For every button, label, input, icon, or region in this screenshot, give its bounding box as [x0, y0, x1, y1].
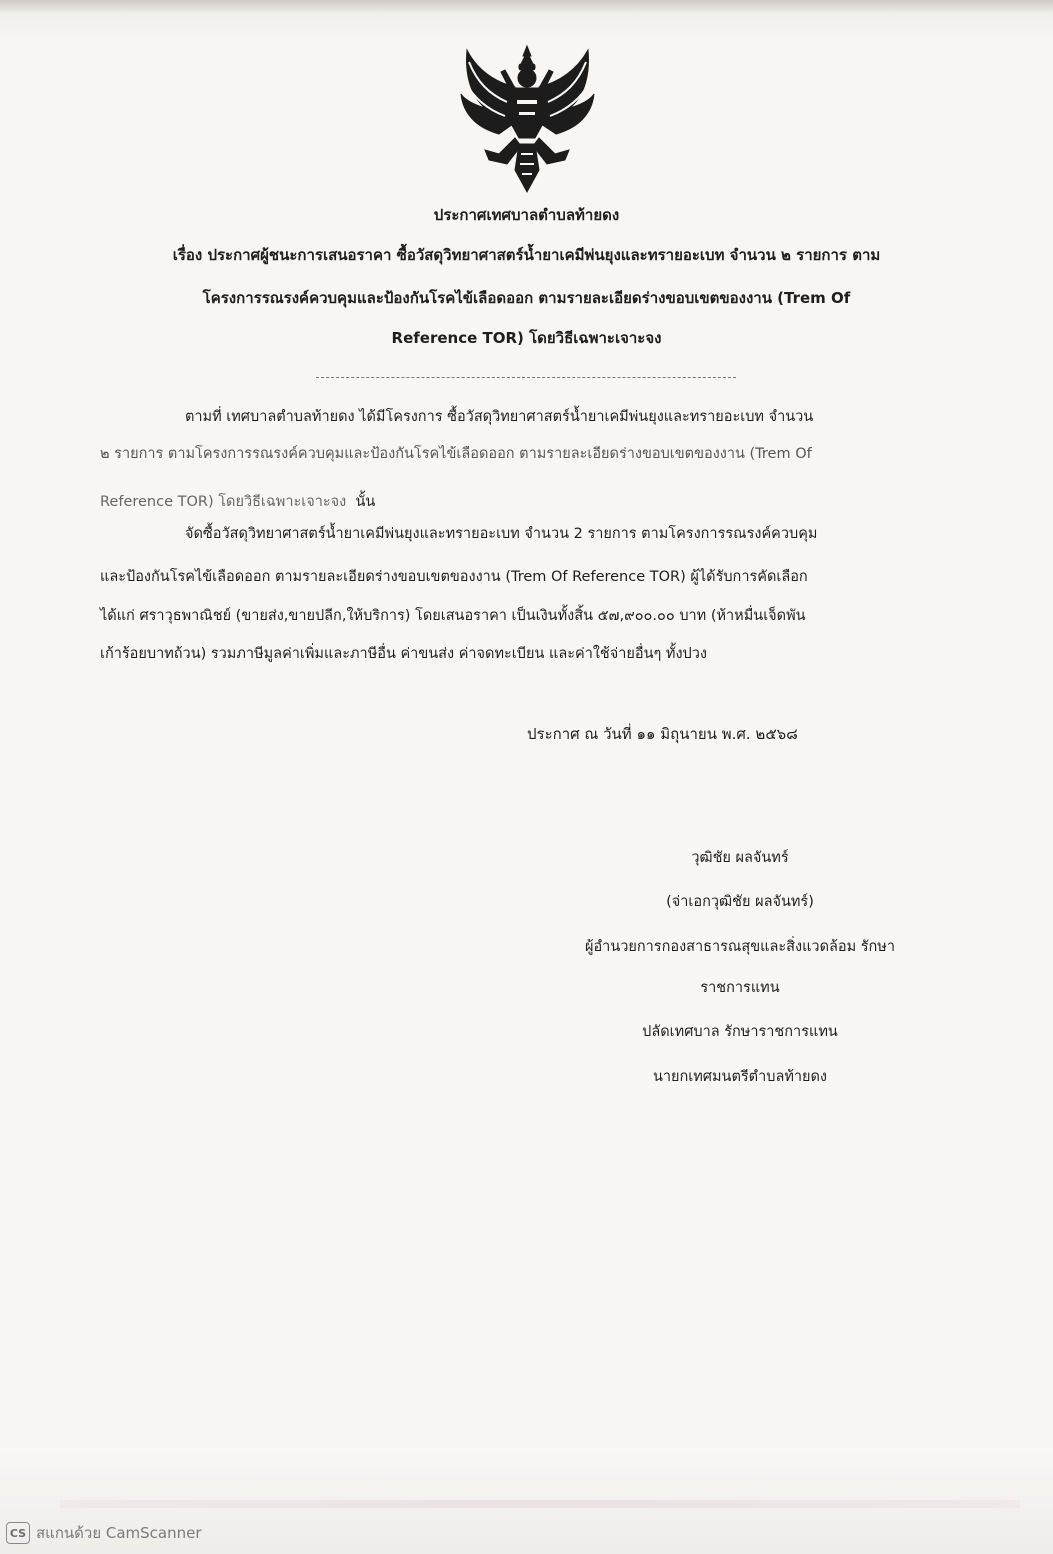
announcement-title: ประกาศเทศบาลตำบลท้ายดง: [433, 206, 620, 224]
paragraph1-line-3: [100, 490, 375, 513]
camscanner-icon: CS: [6, 1522, 30, 1544]
subject-line-3: Reference TOR) โดยวิธีเฉพาะเจาะจง: [391, 329, 662, 347]
scanner-watermark: [6, 1522, 202, 1544]
signatory-position-1: ผู้อำนวยการกองสาธารณสุขและสิ่งแวดล้อม รักษา: [584, 939, 896, 955]
signatory-position-2: ราชการแทน: [700, 980, 780, 996]
scanner-watermark-text: สแกนด้วย CamScanner: [36, 1524, 202, 1542]
paragraph2-line-4: เก้าร้อยบาทถ้วน) รวมภาษีมูลค่าเพิ่มและภาษีอื่น ค่าขนส่ง ค่าจดทะเบียน และค่าใช้จ่ายอื่นๆ ทั้งปวง: [100, 646, 707, 662]
dashed-divider: [316, 377, 736, 378]
signatory-position-3: ปลัดเทศบาล รักษาราชการแทน: [642, 1024, 838, 1040]
scan-edge-shadow: [0, 0, 1053, 14]
subject-line-2: โครงการรณรงค์ควบคุมและป้องกันโรคไข้เลือดออก ตามรายละเอียดร่างขอบเขตของงาน (Trem Of: [202, 289, 851, 307]
garuda-emblem-icon: [455, 42, 600, 197]
paragraph2-line-1: จัดซื้อวัสดุวิทยาศาสตร์น้ำยาเคมีพ่นยุงและทรายอะเบท จำนวน 2 รายการ ตามโครงการรณรงค์ควบคุม: [185, 526, 818, 542]
scan-bleed-strip: [60, 1500, 1020, 1508]
paragraph1-line-3-ending: นั้น: [355, 494, 376, 510]
subject-line-1: เรื่อง ประกาศผู้ชนะการเสนอราคา ซื้อวัสดุวิทยาศาสตร์น้ำยาเคมีพ่นยุงและทรายอะเบท จำนวน ๒ รายการ ตาม: [172, 246, 881, 264]
paragraph2-line-3: ได้แก่ ศราวุธพาณิชย์ (ขายส่ง,ขายปลีก,ให้บริการ) โดยเสนอราคา เป็นเงินทั้งสิ้น ๕๗,๙๐๐.๐๐ บาท (ห้าหมื่นเจ็ดพัน: [100, 608, 806, 624]
signatory-position-4: นายกเทศมนตรีตำบลท้ายดง: [652, 1069, 828, 1085]
paragraph2-line-2: และป้องกันโรคไข้เลือดออก ตามรายละเอียดร่างขอบเขตของงาน (Trem Of Reference TOR) ผู้ได้รับการคัดเลือก: [100, 569, 808, 585]
announcement-date: ประกาศ ณ วันที่ ๑๑ มิถุนายน พ.ศ. ๒๕๖๘: [527, 725, 798, 743]
paragraph1-line-1: ตามที่ เทศบาลตำบลท้ายดง ได้มีโครงการ ซื้อวัสดุวิทยาศาสตร์น้ำยาเคมีพ่นยุงและทรายอะเบท จำนวน: [185, 409, 814, 425]
paragraph1-line-2: ๒ รายการ ตามโครงการรณรงค์ควบคุมและป้องกันโรคไข้เลือดออก ตามรายละเอียดร่างขอบเขตของงาน (Trem Of: [100, 446, 812, 462]
paragraph1-line-3-text: Reference TOR) โดยวิธีเฉพาะเจาะจง: [100, 494, 347, 510]
signatory-printed-name: (จ่าเอกวุฒิชัย ผลจันทร์): [666, 894, 814, 910]
signature-name: วุฒิชัย ผลจันทร์: [691, 850, 789, 866]
